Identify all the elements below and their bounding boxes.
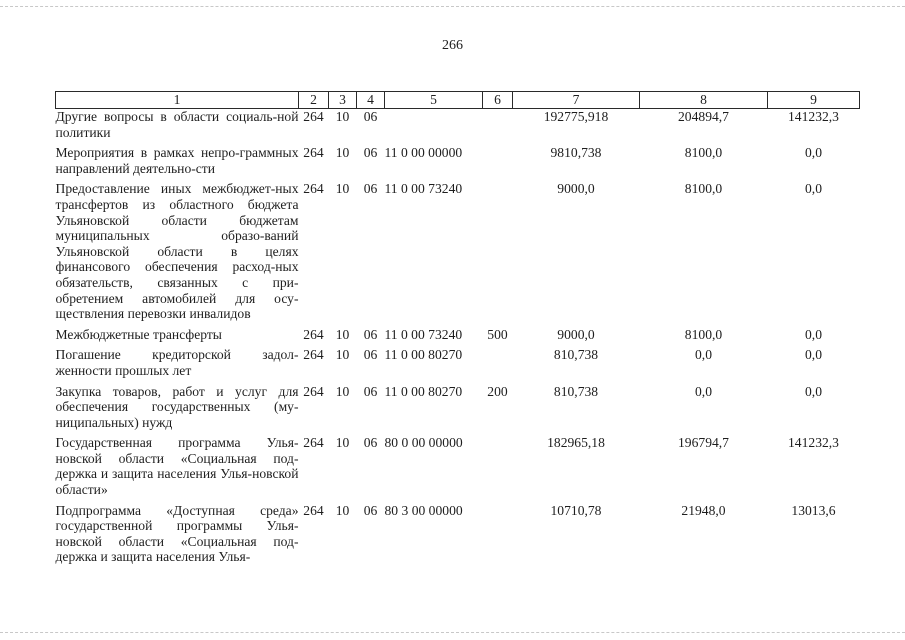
row-c2: 264 (303, 181, 324, 197)
row-c6: 200 (487, 383, 508, 399)
row-c7: 9000,0 (557, 326, 595, 342)
row-c6 (483, 347, 513, 383)
row-name: Другие вопросы в области социаль-ной политики (55, 109, 299, 140)
row-c3: 10 (335, 435, 350, 451)
row-c4: 06 (363, 347, 378, 363)
row-c8: 0,0 (695, 347, 712, 363)
header-row (56, 92, 860, 109)
row-name: Погашение кредиторской задол-женности прошлых лет (55, 347, 299, 378)
row-c3: 10 (335, 181, 350, 197)
table-row (56, 109, 860, 146)
row-c7: 810,738 (553, 347, 599, 363)
row-c6 (483, 503, 513, 570)
header-col-5: 5 (385, 92, 483, 109)
row-c4: 06 (363, 109, 378, 124)
header-col-4: 4 (357, 92, 385, 109)
row-c6 (483, 435, 513, 502)
row-c9: 0,0 (805, 145, 822, 161)
row-name: Межбюджетные трансферты (55, 326, 222, 342)
header-col-6: 6 (483, 92, 513, 109)
row-name: Мероприятия в рамках непро-граммных направлений деятельно-сти (55, 145, 299, 176)
row-c8: 0,0 (695, 383, 712, 399)
row-c5: 11 0 00 80270 (384, 347, 463, 363)
table-row (56, 181, 860, 326)
row-c2: 264 (303, 347, 324, 363)
table-row (56, 145, 860, 181)
header-col-7: 7 (513, 92, 640, 109)
row-c9: 0,0 (805, 383, 822, 399)
row-name: Предоставление иных межбюджет-ных трансфертов из областного бюджета Ульяновской области бюджетам муниципальных образо-ваний Ульяновской области в целях финансового обеспечения расход-ных обязательств, связанных с при-обретением автомобилей для осу-ществления перевозки инвалидов (55, 181, 299, 322)
row-c5 (385, 109, 483, 146)
row-c2: 264 (303, 145, 324, 161)
row-c2: 264 (303, 383, 324, 399)
row-c9: 0,0 (805, 326, 822, 342)
header-col-3: 3 (329, 92, 357, 109)
row-c2: 264 (303, 326, 324, 342)
row-c2: 264 (303, 109, 324, 124)
row-c7: 9000,0 (557, 181, 595, 197)
row-c9: 141232,3 (788, 435, 839, 451)
row-c7: 192775,918 (543, 109, 609, 124)
page-number: 266 (442, 38, 463, 53)
row-c8: 204894,7 (678, 109, 729, 124)
row-c5: 11 0 00 73240 (384, 181, 463, 197)
table-row (56, 435, 860, 502)
row-c4: 06 (363, 435, 378, 451)
row-c6 (483, 109, 513, 146)
row-c7: 182965,18 (547, 435, 605, 451)
row-c8: 196794,7 (678, 435, 729, 451)
row-c7: 810,738 (553, 383, 599, 399)
row-c9: 0,0 (805, 347, 822, 363)
row-c5: 11 0 00 80270 (384, 383, 463, 399)
row-c9: 141232,3 (788, 109, 839, 124)
row-c6: 500 (487, 326, 508, 342)
row-c9: 13013,6 (791, 502, 836, 518)
row-c2: 264 (303, 435, 324, 451)
row-c5: 80 0 00 00000 (384, 435, 463, 451)
row-c4: 06 (363, 145, 378, 161)
row-c3: 10 (335, 145, 350, 161)
header-col-8: 8 (640, 92, 768, 109)
row-name: Подпрограмма «Доступная среда» государственной программы Улья-новской области «Социальная под-держка и защита населения Улья- (55, 502, 299, 565)
row-c5: 11 0 00 00000 (384, 145, 463, 161)
header-col-1: 1 (56, 92, 299, 109)
row-c8: 8100,0 (684, 326, 723, 342)
table-row (56, 384, 860, 436)
table-row (56, 347, 860, 383)
scan-edge-top (0, 6, 905, 7)
row-c3: 10 (335, 347, 350, 363)
row-c8: 21948,0 (681, 502, 726, 518)
scan-edge-bottom (0, 632, 905, 633)
budget-table (55, 91, 860, 570)
row-c5: 11 0 00 73240 (384, 326, 463, 342)
row-c9: 0,0 (805, 181, 822, 197)
row-c7: 10710,78 (550, 502, 602, 518)
header-col-2: 2 (299, 92, 329, 109)
row-name: Государственная программа Улья-новской области «Социальная под-держка и защита населения Улья-новской области» (55, 435, 299, 498)
row-c7: 9810,738 (550, 145, 602, 161)
table-row (56, 503, 860, 570)
row-c3: 10 (335, 383, 350, 399)
row-c4: 06 (363, 383, 378, 399)
row-c6 (483, 145, 513, 181)
row-c4: 06 (363, 502, 378, 518)
header-col-9: 9 (768, 92, 860, 109)
row-c4: 06 (363, 181, 378, 197)
row-name: Закупка товаров, работ и услуг для обеспечения государственных (му-ниципальных) нужд (55, 383, 299, 430)
row-c2: 264 (303, 502, 324, 518)
row-c4: 06 (363, 326, 378, 342)
row-c8: 8100,0 (684, 181, 723, 197)
row-c3: 10 (335, 326, 350, 342)
row-c3: 10 (335, 502, 350, 518)
table-row (56, 327, 860, 348)
row-c3: 10 (335, 109, 350, 124)
row-c6 (483, 181, 513, 326)
row-c8: 8100,0 (684, 145, 723, 161)
row-c5: 80 3 00 00000 (384, 502, 463, 518)
table-body (56, 109, 860, 571)
